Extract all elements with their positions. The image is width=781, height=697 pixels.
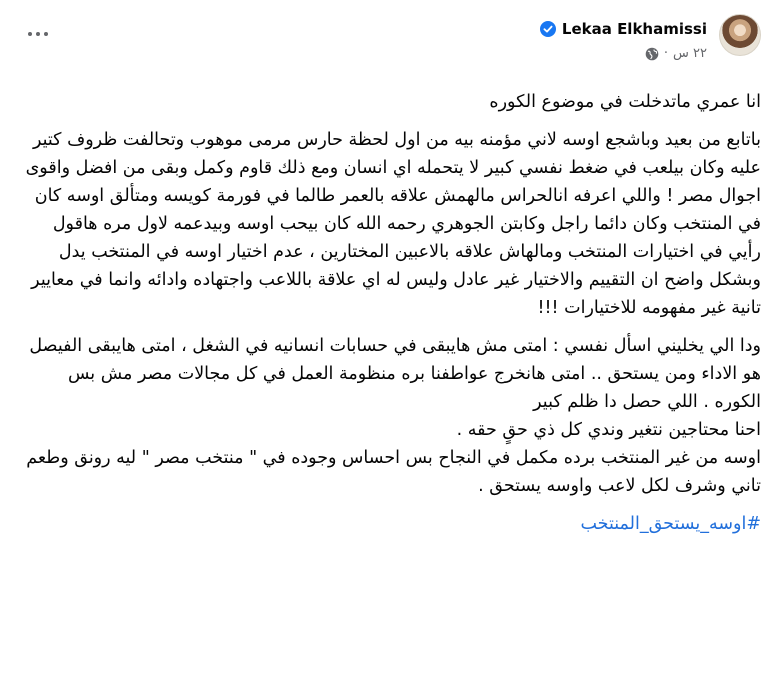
author-name[interactable]: Lekaa Elkhamissi	[561, 20, 707, 38]
author-avatar[interactable]	[719, 14, 761, 56]
post-line-4: احنا محتاجين نتغير وندي كل ذي حقٍ حقه .	[456, 420, 761, 440]
post-timestamp[interactable]: ٢٢ س	[673, 46, 707, 61]
post-header	[20, 14, 761, 74]
more-options-button[interactable]	[20, 16, 56, 52]
post-paragraph-3: ودا الي يخليني اسأل نفسي : امتى مش هايبقى في حسابات انسانيه في الشغل ، امتى هايبقى الفيصل هو الاداء ومن يستحق .. امتى هانخرج عواطفنا بره منظومة العمل في كل مجالات مصر مش بس الكوره . اللي حصل دا ظلم كبير	[29, 336, 761, 412]
post-line-1: انا عمري ماتدخلت في موضوع الكوره	[489, 92, 761, 112]
author-name-row	[540, 20, 707, 38]
post-paragraph-2: باتابع من بعيد وباشجع اوسه لاني مؤمنه بيه من اول لحظة حارس مرمى موهوب وتحالفت ظروف كتير عليه وكان بيلعب في ضغط نفسي كبير لا يتحمله اي انسان ومع ذلك قاوم وكمل وبقى من افضل واقوى اجوال مصر ! واللي اعرفه انالحراس مالهمش علاقه بالعمر طالما في فورمة كويسه ومتألق اوسه كان في المنتخب وكان دائما راجل وكابتن الجوهري رحمه الله كان بيحب اوسه وبيدعمه لاول مره هاقول رأيي في اختيارات المنتخب ومالهاش علاقه بالاعبين المختارين ، عدم اختيار اوسه في المنتخب يدل وبشكل واضح ان التقييم والاختيار غير عادل وليس له اي علاقة باللاعب واجتهاده وادائه وانما في معايير تانية غير مفهومه للاختيارات !!!	[25, 130, 761, 318]
post-meta	[645, 46, 707, 61]
verified-badge-icon	[540, 21, 556, 37]
post-text	[20, 88, 761, 538]
more-options-icon	[28, 32, 48, 36]
post-hashtag-link[interactable]: #اوسه_يستحق_المنتخب	[580, 514, 761, 534]
globe-icon[interactable]	[645, 47, 659, 61]
post-line-5: اوسه من غير المنتخب برده مكمل في النجاح بس احساس وجوده في " منتخب مصر " ليه رونق وطعم تاني وشرف لكل لاعب واوسه يستحق .	[26, 448, 761, 496]
meta-separator: ·	[663, 46, 669, 61]
